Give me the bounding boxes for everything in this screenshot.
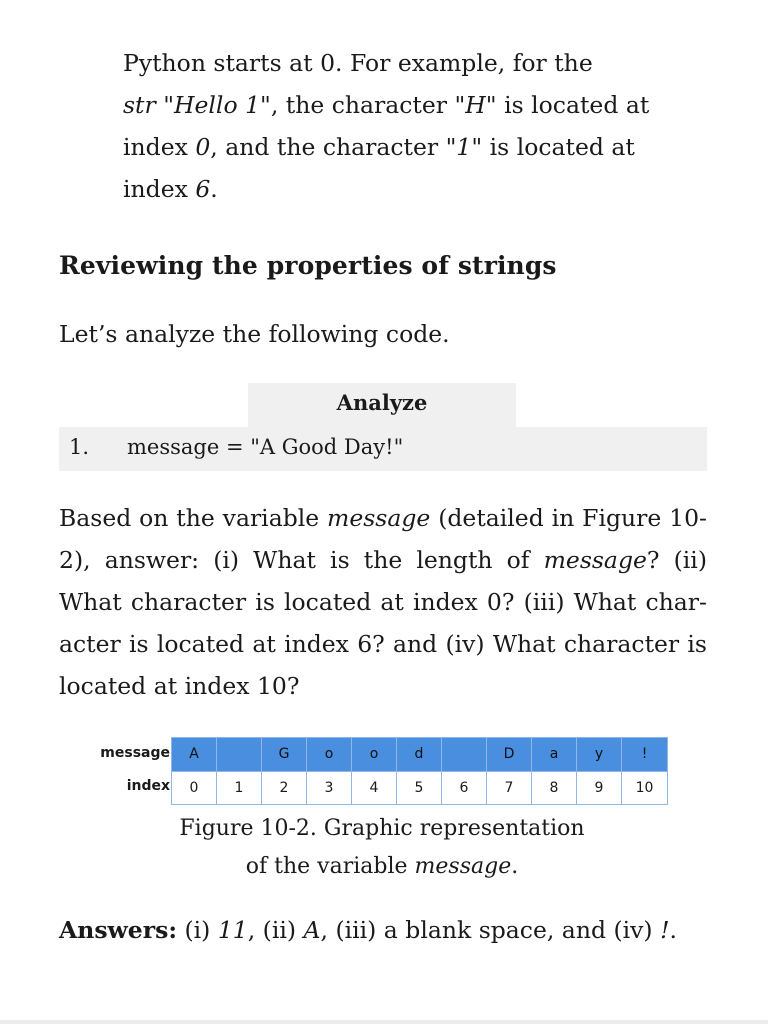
intro-text: index xyxy=(123,133,196,161)
index-cell: 9 xyxy=(577,771,622,804)
code-line: message = "A Good Day!" xyxy=(127,435,404,459)
answers-paragraph xyxy=(59,910,677,950)
intro-text: is located at xyxy=(496,91,650,119)
character-cell: o xyxy=(352,738,397,771)
index-cell: 2 xyxy=(262,771,307,804)
index-cell: 5 xyxy=(397,771,442,804)
answers-text: . xyxy=(669,916,678,944)
character-cell: o xyxy=(307,738,352,771)
answer-value: 11 xyxy=(217,916,248,944)
question-text: (detailed in Figure 10-2), answer: (i) What is the length of xyxy=(59,504,707,574)
intro-text: index xyxy=(123,175,196,203)
character-cell xyxy=(217,738,262,771)
index-cell: 6 xyxy=(442,771,487,804)
intro-text: is located at xyxy=(482,133,635,161)
intro-text: , and the character xyxy=(210,133,446,161)
answer-value: ! xyxy=(660,916,670,944)
page-bottom-divider xyxy=(0,1020,768,1024)
intro-line-1 xyxy=(123,42,683,84)
intro-text: , the character xyxy=(270,91,455,119)
character-cell: y xyxy=(577,738,622,771)
character-cell: G xyxy=(262,738,307,771)
question-text: ? (ii) What character is located at index 0? (iii) What character is located at index 6? and (iv) What character is located at index 10? xyxy=(59,546,707,700)
index-cell: 3 xyxy=(307,771,352,804)
code-row xyxy=(59,427,707,471)
question-paragraph xyxy=(59,497,707,707)
index-cell: 1 xyxy=(217,771,262,804)
answer-value: A xyxy=(303,916,321,944)
intro-index-zero: 0 xyxy=(195,133,211,161)
lead-paragraph: Let’s analyze the following code. xyxy=(59,320,450,348)
figure-caption xyxy=(96,810,668,886)
variable-name: message xyxy=(414,854,512,879)
index-cell: 7 xyxy=(487,771,532,804)
caption-line-2 xyxy=(96,848,668,886)
index-row-label: index xyxy=(126,778,170,794)
answers-label: Answers: xyxy=(59,916,178,944)
string-index-grid xyxy=(171,737,668,805)
index-cell: 8 xyxy=(532,771,577,804)
caption-text: of the variable xyxy=(245,854,415,879)
intro-line-4 xyxy=(123,168,683,210)
answers-text: (i) xyxy=(177,916,218,944)
variable-name: message xyxy=(327,504,431,532)
caption-line-1: Figure 10-2. Graphic representation xyxy=(179,816,585,841)
character-cell xyxy=(442,738,487,771)
character-cell: ! xyxy=(622,738,667,771)
question-text: Based on the variable xyxy=(59,504,328,532)
variable-name: message xyxy=(543,546,647,574)
intro-index-six: 6 xyxy=(195,175,211,203)
code-table-header: Analyze xyxy=(248,383,516,427)
answers-text: , (iii) a blank space, and (iv) xyxy=(320,916,661,944)
index-cell: 0 xyxy=(172,771,217,804)
intro-text: Python starts at 0. For example, for the xyxy=(123,49,593,77)
message-row-label: message xyxy=(100,745,170,761)
character-cell: A xyxy=(172,738,217,771)
caption-text: . xyxy=(511,854,519,879)
character-cell: D xyxy=(487,738,532,771)
index-cell: 10 xyxy=(622,771,667,804)
intro-text: . xyxy=(210,175,218,203)
intro-paragraph xyxy=(123,42,683,210)
answers-text: , (ii) xyxy=(247,916,304,944)
intro-char-h: "H" xyxy=(454,91,497,119)
section-heading: Reviewing the properties of strings xyxy=(59,251,557,280)
character-cell: d xyxy=(397,738,442,771)
character-cell: a xyxy=(532,738,577,771)
intro-char-one: "1" xyxy=(445,133,483,161)
intro-line-2 xyxy=(123,84,683,126)
code-line-number: 1. xyxy=(69,435,90,459)
index-cell: 4 xyxy=(352,771,397,804)
intro-line-3 xyxy=(123,126,683,168)
intro-str-example: str "Hello 1" xyxy=(123,91,271,119)
